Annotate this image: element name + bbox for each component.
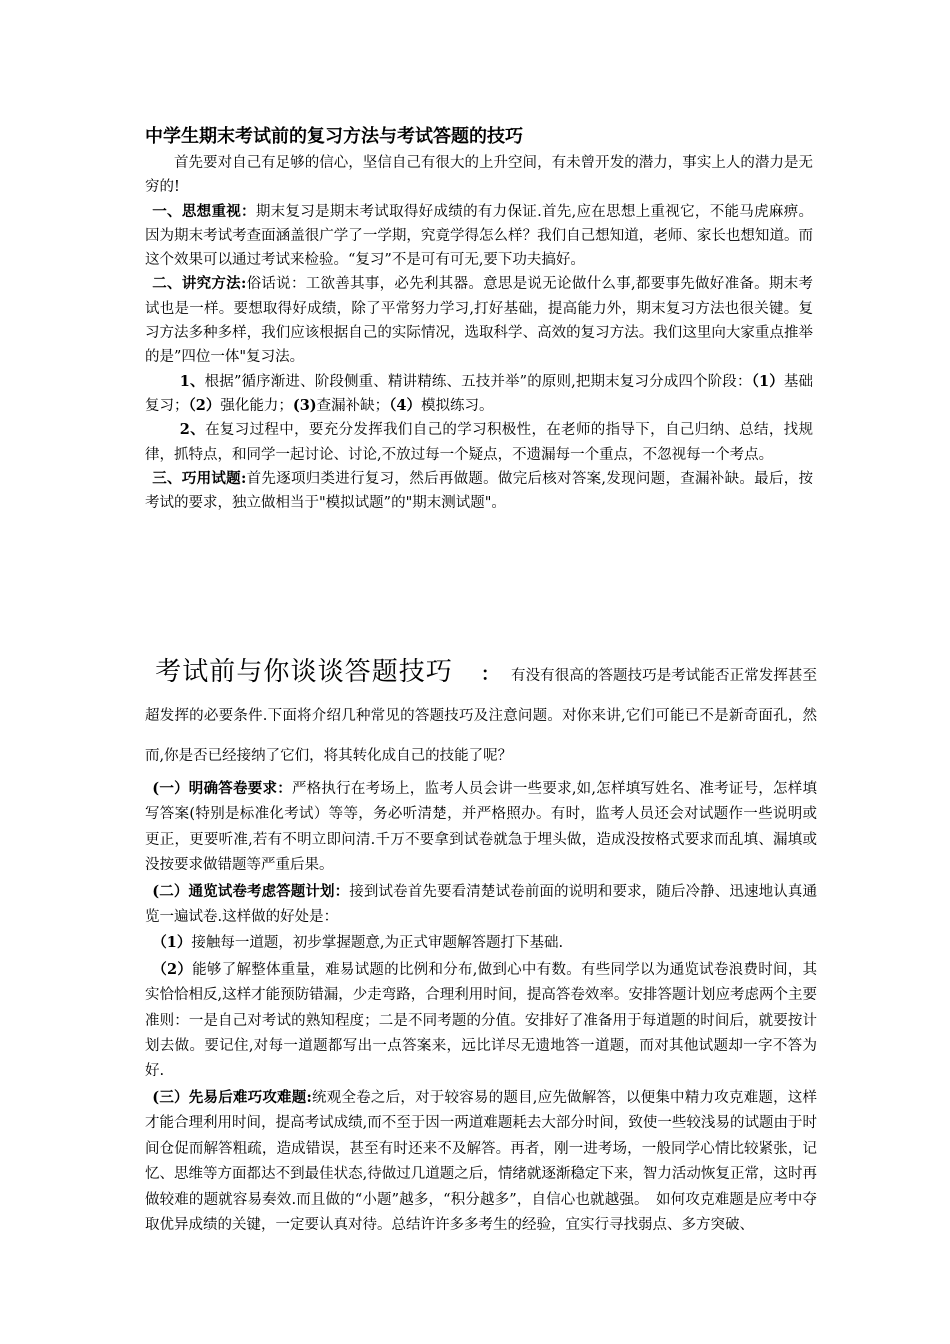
paragraph-heading: (三）先易后难巧攻难题: <box>152 1088 312 1106</box>
intro-paragraph: 首先要对自己有足够的信心，坚信自己有很大的上升空间，有未曾开发的潜力，事实上人的潜力是无穷的! <box>145 155 813 196</box>
list-item-2: （2）能够了解整体重量，难易试题的比例和分布,做到心中有数。有些同学以为通览试卷浪费时间，其实恰恰相反,这样才能预防错漏，少走弯路，合理利用时间，提高答卷效率。安排答题计划应考虑两个主要准则：一是自己对考试的熟知程度；二是不同考题的分值。安排好了准备用于每道题的时间后，就要按计划去做。要记住,对每一道题都写出一点答案来，远比详尽无遗地答一道题，而对其他试题却一字不答为好. <box>145 960 818 1080</box>
list-item-1: （1）接触每一道题，初步掌握题意,为正式审题解答题打下基础. <box>152 934 564 952</box>
paragraph-requirements: (一）明确答卷要求：严格执行在考场上，监考人员会讲一些要求,如,怎样填写姓名、准考证号，怎样填写答案(特别是标准化考试）等等，务必听清楚，并严格照办。有时，监考人员还会对试题作一些说明或更正，更要听准,若有不明立即问清.千万不要拿到试卷就急于埋头做，造成没按格式要求而乱填、漏填或没按要求做错题等严重后果。 <box>145 780 817 874</box>
section-review-methods <box>145 123 813 515</box>
paragraph-easy-first: (三）先易后难巧攻难题:统观全卷之后，对于较容易的题目,应先做解答，以便集中精力攻克难题，这样才能合理利用时间，提高考试成绩,而不至于因一两道难题耗去大部分时间，致使一些较浅易的试题由于时间仓促而解答粗疏，造成错误，甚至有时还来不及解答。再者，刚一进考场，一般同学心情比较紧张，记忆、思维等方面都达不到最佳状态,待做过几道题之后，情绪就逐渐稳定下来，智力活动恢复正常，这时再做较难的题就容易奏效.而且做的“小题”越多，“积分越多”，自信心也就越强。 如何攻克难题是应考中夺取优异成绩的关键，一定要认真对待。总结许许多多考生的经验，宜实行寻找弱点、多方突破、 <box>145 1088 817 1233</box>
paragraph-method: 二、讲究方法:俗话说：工欲善其事，必先利其器。意思是说无论做什么事,都要事先做好准备。期末考试也是一样。要想取得好成绩，除了平常努力学习,打好基础，提高能力外，期末复习方法也很关键。复习方法多种多样，我们应该根据自己的实际情况，选取科学、高效的复习方法。我们这里向大家重点推举的是”四位一体"复习法。 <box>145 275 813 366</box>
paragraph-step-2: 2、在复习过程中，要充分发挥我们自己的学习积极性，在老师的指导下，自己归纳、总结，找规律，抓特点，和同学一起讨论、讨论,不放过每一个疑点，不遗漏每一个重点，不忽视每一个考点。 <box>145 421 813 463</box>
paragraph-exercises: 三、巧用试题:首先逐项归类进行复习，然后再做题。做完后核对答案,发现问题，查漏补缺。最后，按考试的要求，独立做相当于"模拟试题”的"期末测试题"。 <box>145 469 813 512</box>
paragraph-heading: 三、巧用试题: <box>152 469 247 487</box>
paragraph-heading: (一）明确答卷要求： <box>152 780 292 797</box>
section-title-line: 考试前与你谈谈答题技巧 ： 有没有很高的答题技巧是考试能否正常发挥甚至超发挥的必要条件.下面将介绍几种常见的答题技巧及注意问题。对你来讲,它们可能已不是新奇面孔，然而,你是否已经接纳了它们，将其转化成自己的技能了呢？ <box>145 657 817 764</box>
paragraph-thought: 一、思想重视：期末复习是期末考试取得好成绩的有力保证.首先,应在思想上重视它，不能马虎麻痹。因为期末考试考查面涵盖很广学了一学期，究竟学得怎么样？我们自己想知道，老师、家长也想知道。而这个效果可以通过考试来检验。“复习”不是可有可无,要下功夫搞好。 <box>145 202 814 269</box>
paragraph-step-1: 1、根据”循序渐进、阶段侧重、精讲精练、五技并举”的原则,把期末复习分成四个阶段：（1）基础复习；（2）强化能力；(3)查漏补缺；（4）模拟练习。 <box>145 372 813 414</box>
paragraph-heading: 一、思想重视： <box>152 202 256 220</box>
section-title: 考试前与你谈谈答题技巧 <box>155 657 453 687</box>
paragraph-heading: 二、讲究方法: <box>152 275 247 293</box>
section-title: 中学生期末考试前的复习方法与考试答题的技巧 <box>145 126 523 147</box>
paragraph-plan: (二）通览试卷考虑答题计划：接到试卷首先要看清楚试卷前面的说明和要求，随后冷静、迅速地认真通览一遍试卷.这样做的好处是： <box>145 882 817 926</box>
section-answer-skills <box>145 652 817 1238</box>
paragraph-heading: (二）通览试卷考虑答题计划： <box>152 882 350 900</box>
